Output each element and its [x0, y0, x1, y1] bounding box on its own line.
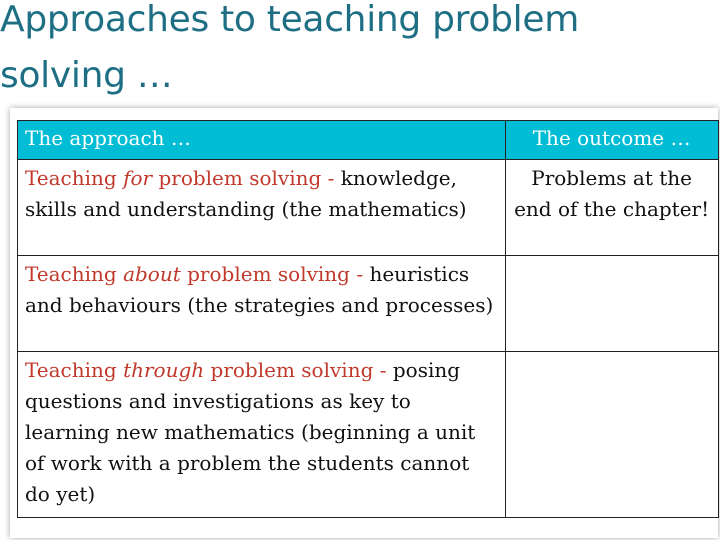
- approach-description: heuristics and behaviours (the strategies and processes): [25, 262, 494, 317]
- approach-cell: [18, 160, 506, 256]
- approaches-table: [17, 120, 719, 518]
- outcome-cell: [506, 352, 719, 518]
- table-row: [18, 256, 719, 352]
- approach-heading-rest: problem solving -: [204, 358, 387, 382]
- table-row: [18, 160, 719, 256]
- approach-description: knowledge, skills and understanding (the mathematics): [25, 166, 467, 221]
- approach-heading-rest: problem solving -: [152, 166, 335, 190]
- table-header-row: [18, 121, 719, 160]
- outcome-cell: Problems at the end of the chapter!: [506, 160, 719, 256]
- approach-cell: [18, 256, 506, 352]
- header-outcome: The outcome …: [506, 121, 719, 160]
- approach-emphasis: about: [123, 262, 181, 286]
- approach-lead: Teaching: [25, 262, 124, 286]
- approach-lead: Teaching: [25, 358, 124, 382]
- table-row: [18, 352, 719, 518]
- approach-emphasis: through: [123, 358, 205, 382]
- approaches-table-container: [10, 108, 718, 538]
- approach-cell: [18, 352, 506, 518]
- approach-heading-rest: problem solving -: [180, 262, 364, 286]
- approach-emphasis: for: [123, 166, 153, 190]
- approach-description: posing questions and investigations as key to learning new mathematics (beginning a unit of work with a problem the students cannot do yet): [25, 358, 476, 506]
- slide-title: Approaches to teaching problem solving …: [0, 0, 579, 96]
- header-approach: The approach …: [18, 121, 506, 160]
- outcome-cell: [506, 256, 719, 352]
- approach-lead: Teaching: [25, 166, 124, 190]
